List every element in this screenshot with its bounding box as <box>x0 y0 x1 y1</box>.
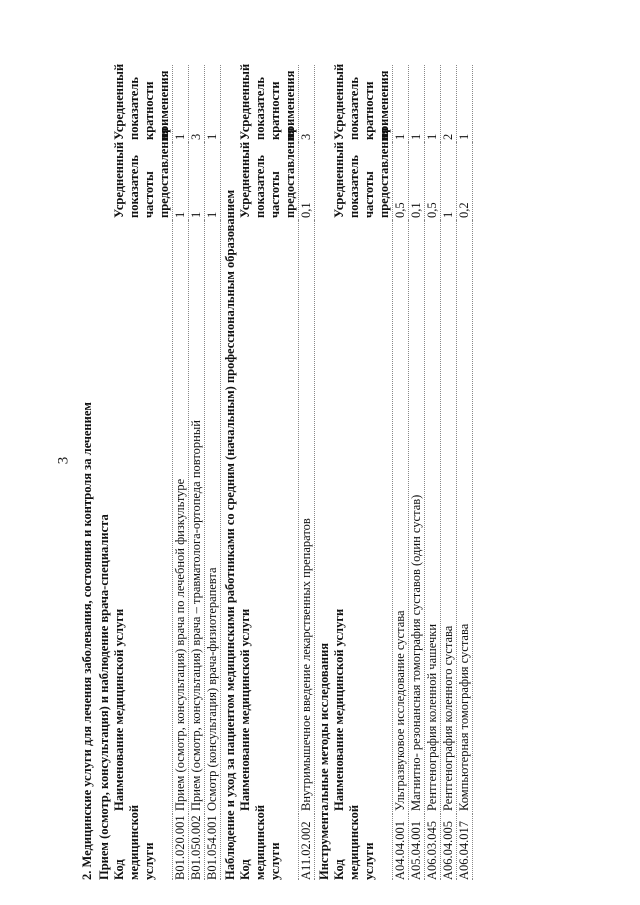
table-row <box>173 65 189 880</box>
block-title: Инструментальные методы исследования <box>317 642 331 880</box>
table-row <box>205 65 221 880</box>
cell-code: B01.050.002 <box>189 815 203 880</box>
cell-name: Магнитно- резонансная томография суставов (один сустав) <box>409 221 425 814</box>
table-header-row <box>238 65 299 880</box>
cell-multiplicity: 1 <box>205 65 221 143</box>
cell-frequency: 1 <box>189 143 205 221</box>
table-row <box>393 65 409 880</box>
cell-frequency: 0,1 <box>409 143 425 221</box>
cell-frequency: 0,5 <box>393 143 409 221</box>
cell-code: B01.054.001 <box>205 815 219 880</box>
header-multiplicity: Усредненный показатель кратности применения <box>332 65 393 143</box>
cell-frequency: 0,1 <box>299 143 315 221</box>
cell-name: Рентгенография коленной чашечки <box>425 221 441 814</box>
services-table <box>238 65 315 880</box>
cell-multiplicity: 3 <box>299 65 315 143</box>
table-row <box>441 65 457 880</box>
cell-frequency: 1 <box>205 143 221 221</box>
cell-frequency: 1 <box>173 143 189 221</box>
header-multiplicity: Усредненный показатель кратности применения <box>112 65 173 143</box>
table-row <box>299 65 315 880</box>
cell-frequency: 0,5 <box>425 143 441 221</box>
header-frequency: Усредненный показатель частоты предоставления <box>332 143 393 221</box>
cell-multiplicity: 1 <box>393 65 409 143</box>
cell-code: A11.02.002 <box>299 814 315 880</box>
table-row <box>189 65 205 880</box>
cell-multiplicity: 2 <box>441 65 457 143</box>
cell-code: B01.020.001 <box>173 815 187 880</box>
cell-name: Прием (осмотр, консультация) врача по лечебной физкультуре <box>173 221 189 814</box>
cell-frequency: 1 <box>441 143 457 221</box>
table-row <box>425 65 441 880</box>
cell-code: A06.04.005 <box>441 814 457 880</box>
document-body <box>80 65 570 880</box>
section-title: 2. Медицинские услуги для лечения заболевания, состояния и контроля за лечением <box>80 402 94 880</box>
header-frequency: Усредненный показатель частоты предоставления <box>238 143 299 221</box>
header-name: Наименование медицинской услуги <box>332 221 393 814</box>
cell-multiplicity: 3 <box>189 65 205 143</box>
cell-name: Прием (осмотр, консультация) врача – травматолога-ортопеда повторный <box>189 221 205 814</box>
table-row <box>409 65 425 880</box>
cell-frequency: 0,2 <box>457 143 473 221</box>
cell-name: Рентгенография коленного сустава <box>441 221 457 814</box>
header-name: Наименование медицинской услуги <box>238 221 299 814</box>
header-name: Наименование медицинской услуги <box>112 221 173 814</box>
block-instrumental <box>317 65 473 880</box>
header-code: Код медицинской услуги <box>332 814 393 880</box>
cell-name: Осмотр (консультация) врача-физиотерапевта <box>205 221 221 814</box>
cell-multiplicity: 1 <box>457 65 473 143</box>
services-table <box>332 65 473 880</box>
block-consultations <box>97 65 221 880</box>
header-code: Код медицинской услуги <box>112 814 173 880</box>
table-row <box>457 65 473 880</box>
cell-name: Ультразвуковое исследование сустава <box>393 221 409 814</box>
cell-name: Компьютерная томография сустава <box>457 221 473 814</box>
cell-multiplicity: 1 <box>425 65 441 143</box>
block-nursing-care <box>223 65 315 880</box>
header-multiplicity: Усредненный показатель кратности применения <box>238 65 299 143</box>
cell-code: A05.04.001 <box>409 814 425 880</box>
services-table <box>112 65 221 880</box>
cell-name: Внутримышечное введение лекарственных препаратов <box>299 221 315 814</box>
page-number: 3 <box>55 456 72 465</box>
cell-multiplicity: 1 <box>409 65 425 143</box>
cell-code: A04.04.001 <box>393 814 409 880</box>
block-title: Прием (осмотр, консультация) и наблюдение врача-специалиста <box>97 514 111 880</box>
header-frequency: Усредненный показатель частоты предоставления <box>112 143 173 221</box>
table-header-row <box>332 65 393 880</box>
table-header-row <box>112 65 173 880</box>
header-code: Код медицинской услуги <box>238 814 299 880</box>
cell-code: A06.04.017 <box>457 814 473 880</box>
cell-code: A06.03.045 <box>425 814 441 880</box>
block-title: Наблюдение и уход за пациентом медицинскими работниками со средним (начальным) профессиональным образованием <box>223 189 237 880</box>
cell-multiplicity: 1 <box>173 65 189 143</box>
